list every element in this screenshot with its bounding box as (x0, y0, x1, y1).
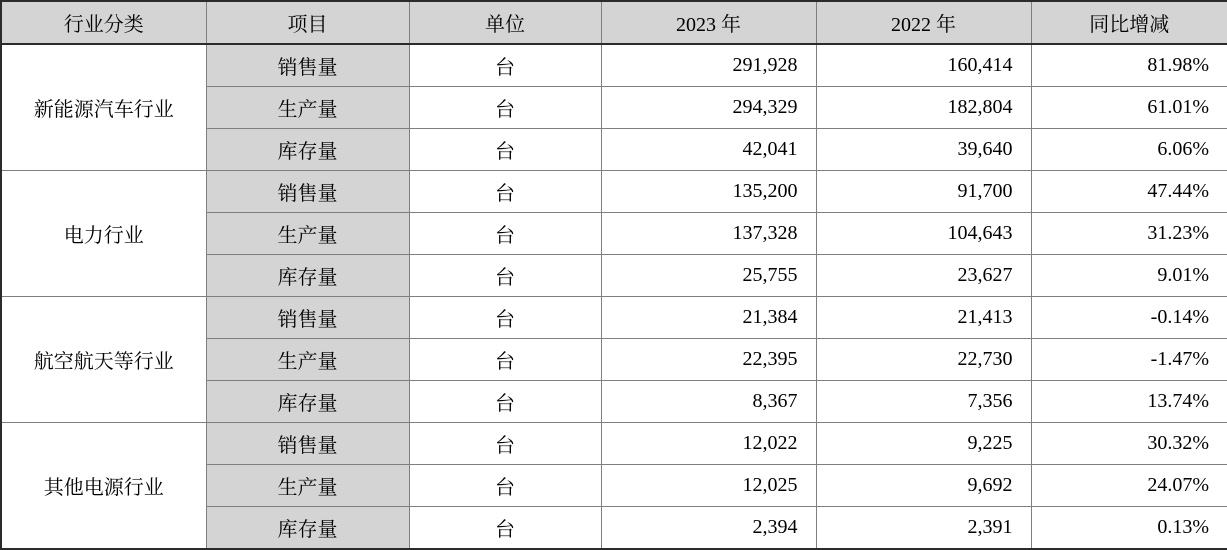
value-2022-cell: 39,640 (816, 129, 1031, 171)
header-unit: 单位 (409, 1, 601, 44)
value-2022-cell: 91,700 (816, 171, 1031, 213)
value-2022-cell: 22,730 (816, 339, 1031, 381)
item-cell: 销售量 (206, 423, 409, 465)
yoy-cell: -0.14% (1031, 297, 1227, 339)
yoy-cell: 31.23% (1031, 213, 1227, 255)
unit-cell: 台 (409, 213, 601, 255)
yoy-cell: 9.01% (1031, 255, 1227, 297)
table-row (1, 423, 1227, 465)
item-cell: 库存量 (206, 129, 409, 171)
value-2023-cell: 25,755 (601, 255, 816, 297)
value-2023-cell: 12,022 (601, 423, 816, 465)
unit-cell: 台 (409, 44, 601, 87)
unit-cell: 台 (409, 129, 601, 171)
yoy-cell: 6.06% (1031, 129, 1227, 171)
value-2022-cell: 21,413 (816, 297, 1031, 339)
header-yoy: 同比增减 (1031, 1, 1227, 44)
yoy-cell: 61.01% (1031, 87, 1227, 129)
value-2023-cell: 12,025 (601, 465, 816, 507)
yoy-cell: -1.47% (1031, 339, 1227, 381)
unit-cell: 台 (409, 465, 601, 507)
value-2023-cell: 21,384 (601, 297, 816, 339)
value-2023-cell: 42,041 (601, 129, 816, 171)
value-2023-cell: 135,200 (601, 171, 816, 213)
item-cell: 库存量 (206, 255, 409, 297)
unit-cell: 台 (409, 171, 601, 213)
yoy-cell: 47.44% (1031, 171, 1227, 213)
yoy-cell: 30.32% (1031, 423, 1227, 465)
industry-cell: 其他电源行业 (1, 423, 206, 550)
value-2022-cell: 23,627 (816, 255, 1031, 297)
header-row (1, 1, 1227, 44)
yoy-cell: 81.98% (1031, 44, 1227, 87)
yoy-cell: 24.07% (1031, 465, 1227, 507)
item-cell: 销售量 (206, 171, 409, 213)
item-cell: 库存量 (206, 381, 409, 423)
unit-cell: 台 (409, 381, 601, 423)
value-2023-cell: 137,328 (601, 213, 816, 255)
value-2022-cell: 9,692 (816, 465, 1031, 507)
unit-cell: 台 (409, 339, 601, 381)
unit-cell: 台 (409, 255, 601, 297)
header-industry: 行业分类 (1, 1, 206, 44)
value-2022-cell: 182,804 (816, 87, 1031, 129)
value-2022-cell: 2,391 (816, 507, 1031, 550)
value-2023-cell: 8,367 (601, 381, 816, 423)
item-cell: 生产量 (206, 465, 409, 507)
header-item: 项目 (206, 1, 409, 44)
value-2022-cell: 9,225 (816, 423, 1031, 465)
industry-cell: 电力行业 (1, 171, 206, 297)
header-2022: 2022 年 (816, 1, 1031, 44)
item-cell: 生产量 (206, 213, 409, 255)
value-2022-cell: 7,356 (816, 381, 1031, 423)
unit-cell: 台 (409, 423, 601, 465)
yoy-cell: 13.74% (1031, 381, 1227, 423)
yoy-cell: 0.13% (1031, 507, 1227, 550)
table-row (1, 297, 1227, 339)
table-row (1, 171, 1227, 213)
value-2023-cell: 291,928 (601, 44, 816, 87)
table-row (1, 44, 1227, 87)
value-2023-cell: 294,329 (601, 87, 816, 129)
header-2023: 2023 年 (601, 1, 816, 44)
value-2022-cell: 160,414 (816, 44, 1031, 87)
unit-cell: 台 (409, 507, 601, 550)
item-cell: 库存量 (206, 507, 409, 550)
industry-cell: 航空航天等行业 (1, 297, 206, 423)
value-2023-cell: 2,394 (601, 507, 816, 550)
item-cell: 生产量 (206, 339, 409, 381)
value-2023-cell: 22,395 (601, 339, 816, 381)
unit-cell: 台 (409, 297, 601, 339)
unit-cell: 台 (409, 87, 601, 129)
item-cell: 生产量 (206, 87, 409, 129)
value-2022-cell: 104,643 (816, 213, 1031, 255)
industry-cell: 新能源汽车行业 (1, 44, 206, 171)
item-cell: 销售量 (206, 297, 409, 339)
item-cell: 销售量 (206, 44, 409, 87)
